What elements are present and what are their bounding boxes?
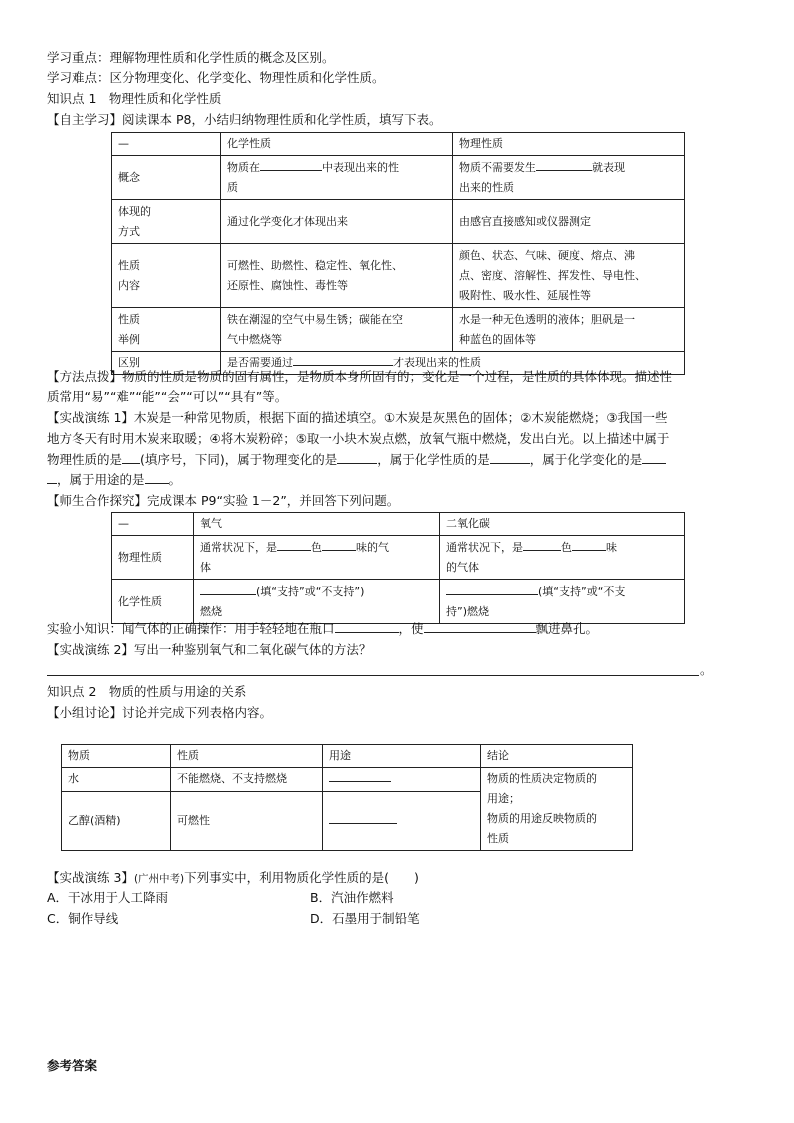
chem-method-cell: 通过化学变化才体现出来 (221, 200, 453, 244)
conclusion-cell: 物质的性质决定物质的 用途； 物质的用途反映物质的 性质 (481, 768, 633, 851)
co2-physical-cell: 通常状况下，是 色 味 的气体 (440, 536, 685, 580)
phys-example-cell: 水是一种无色透明的液体；胆矾是一 种蓝色的固体等 (453, 308, 685, 352)
method-tip-line1: 【方法点拨】物质的性质是物质的固有属性，是物质本身所固有的；变化是一个过程，是性质的具体体现。描述性 (47, 369, 673, 384)
phys-method-cell: 由感官直接感知或仪器测定 (453, 200, 685, 244)
blank[interactable] (424, 620, 536, 633)
table-header-cell: — (112, 133, 221, 156)
row-label-example: 性质 举例 (112, 308, 221, 352)
row-label-method: 体现的 方式 (112, 200, 221, 244)
difference-cell: 是否需要通过 才表现出来的性质 (221, 352, 685, 375)
blank[interactable] (523, 538, 561, 551)
table-header-cell: — (112, 513, 194, 536)
table-header-cell: 二氧化碳 (440, 513, 685, 536)
option-b[interactable]: B．汽油作燃料 (310, 890, 394, 905)
option-c[interactable]: C．铜作导线 (47, 911, 119, 926)
blank[interactable] (335, 620, 399, 633)
water-property: 不能燃烧、不支持燃烧 (171, 768, 323, 792)
kp1-title: 知识点 1 物理性质和化学性质 (47, 91, 222, 106)
row-label-content: 性质 内容 (112, 244, 221, 308)
chem-concept-cell: 物质在 中表现出来的性 质 (221, 156, 453, 200)
phys-concept-cell: 物质不需要发生 就表现 出来的性质 (453, 156, 685, 200)
blank[interactable] (329, 769, 391, 782)
table-header-cell: 结论 (481, 745, 633, 768)
answer-line[interactable] (47, 675, 699, 676)
water-usage (323, 768, 481, 792)
practice1-line3: 物理性质的是 (填序号，下同)，属于物理变化的是 ，属于化学性质的是 ，属于化学变化的是 (47, 450, 666, 470)
blank[interactable] (572, 538, 606, 551)
table-header-cell: 物质 (62, 745, 171, 768)
chem-content-cell: 可燃性、助燃性、稳定性、氧化性、 还原性、腐蚀性、毒性等 (221, 244, 453, 308)
blank[interactable] (642, 451, 666, 464)
co2-chemical-cell: (填“支持”或“不支 持”)燃烧 (440, 580, 685, 624)
gas-table (111, 512, 685, 624)
blank[interactable] (293, 353, 393, 366)
blank[interactable] (145, 471, 169, 484)
study-difficulty: 学习难点：区分物理变化、化学变化、物理性质和化学性质。 (47, 70, 385, 85)
table-header-cell: 用途 (323, 745, 481, 768)
self-study-instruction: 【自主学习】阅读课本 P8，小结归纳物理性质和化学性质，填写下表。 (47, 112, 442, 127)
substance-water: 水 (62, 768, 171, 792)
option-a[interactable]: A．干冰用于人工降雨 (47, 890, 169, 905)
row-label-concept: 概念 (112, 156, 221, 200)
ethanol-usage (323, 791, 481, 850)
blank[interactable] (329, 811, 397, 824)
practice1-line4: ，属于用途的是 。 (47, 470, 181, 490)
study-focus: 学习重点：理解物理性质和化学性质的概念及区别。 (47, 50, 335, 65)
usage-table (61, 744, 633, 851)
table-header-cell: 性质 (171, 745, 323, 768)
smell-tip: 实验小知识：闻气体的正确操作：用手轻轻地在瓶口 ，使 飘进鼻孔。 (47, 621, 599, 636)
ethanol-property: 可燃性 (171, 791, 323, 850)
method-tip-line2: 质常用“易”“难”“能”“会”“可以”“具有”等。 (47, 389, 288, 404)
blank[interactable] (200, 582, 256, 595)
substance-ethanol: 乙醇(酒精) (62, 791, 171, 850)
blank[interactable] (47, 471, 57, 484)
group-discussion: 【小组讨论】讨论并完成下列表格内容。 (47, 705, 273, 720)
phys-content-cell: 颜色、状态、气味、硬度、熔点、沸 点、密度、溶解性、挥发性、导电性、 吸附性、吸水性、延展性等 (453, 244, 685, 308)
blank[interactable] (490, 451, 530, 464)
answer-line-period: 。 (700, 662, 713, 677)
table-header-cell: 氧气 (194, 513, 440, 536)
answer-title: 参考答案 (47, 1058, 98, 1073)
table-header-cell: 物理性质 (453, 133, 685, 156)
oxygen-chemical-cell: (填“支持”或“不支持”) 燃烧 (194, 580, 440, 624)
properties-table (111, 132, 685, 375)
kp2-title: 知识点 2 物质的性质与用途的关系 (47, 684, 247, 699)
blank[interactable] (446, 582, 538, 595)
oxygen-physical-cell: 通常状况下，是 色 味的气 体 (194, 536, 440, 580)
row-label-chemical: 化学性质 (112, 580, 194, 624)
row-label-physical: 物理性质 (112, 536, 194, 580)
blank[interactable] (536, 158, 592, 171)
chem-example-cell: 铁在潮湿的空气中易生锈；碳能在空 气中燃烧等 (221, 308, 453, 352)
blank[interactable] (122, 451, 140, 464)
coop-instruction: 【师生合作探究】完成课本 P9“实验 1－2”，并回答下列问题。 (47, 493, 400, 508)
blank[interactable] (277, 538, 311, 551)
practice1-line1: 【实战演练 1】木炭是一种常见物质，根据下面的描述填空。①木炭是灰黑色的固体；②木炭能燃烧；③我国一些 (47, 410, 668, 425)
practice2-question: 【实战演练 2】写出一种鉴别氧气和二氧化碳气体的方法？ (47, 642, 372, 657)
practice1-line2: 地方冬天有时用木炭来取暖；④将木炭粉碎；⑤取一小块木炭点燃，放氧气瓶中燃烧，发出白光。以上描述中属于 (47, 431, 670, 446)
blank[interactable] (337, 451, 377, 464)
table-header-cell: 化学性质 (221, 133, 453, 156)
blank[interactable] (260, 158, 322, 171)
practice3-question: 【实战演练 3】(广州中考)下列事实中，利用物质化学性质的是( ) (47, 870, 419, 885)
blank[interactable] (322, 538, 356, 551)
row-label-difference: 区别 (112, 352, 221, 375)
option-d[interactable]: D．石墨用于制铅笔 (310, 911, 420, 926)
